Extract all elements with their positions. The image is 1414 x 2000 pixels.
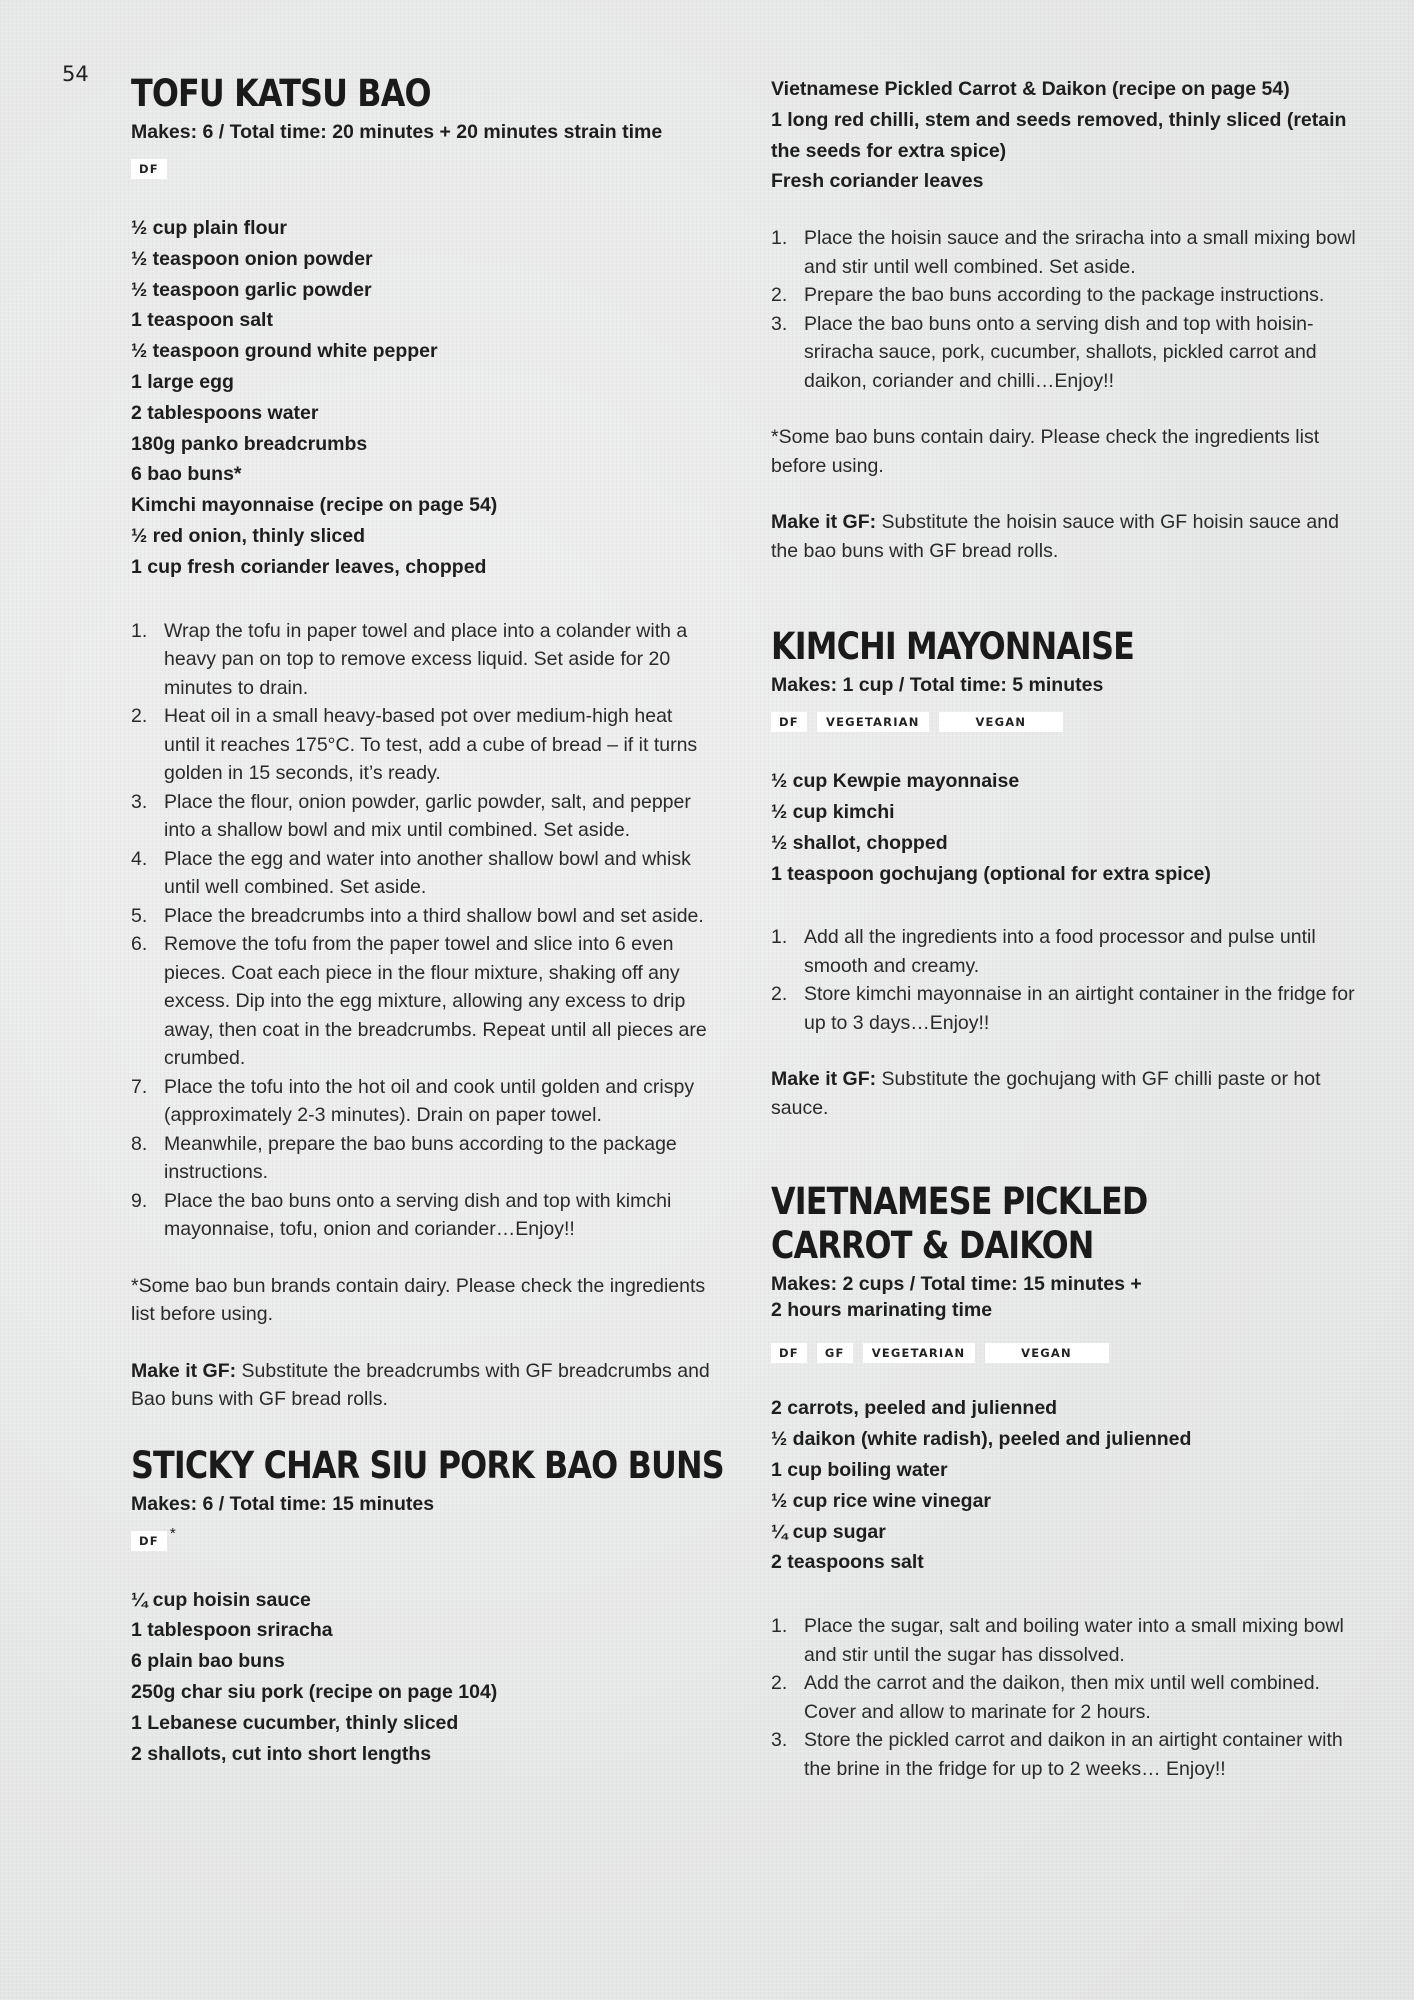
badge-df: DF	[131, 1531, 167, 1551]
ingredient-item: 1 tablespoon sriracha	[131, 1619, 333, 1642]
gf-tip	[771, 1065, 1361, 1122]
page-number: 54	[62, 62, 89, 86]
diet-badges	[131, 1524, 711, 1553]
recipe-makes: Makes: 6 / Total time: 15 minutes	[131, 1492, 435, 1515]
ingredient-item: ½ teaspoon ground white pepper	[131, 340, 438, 363]
recipe-pickled-carrot-daikon	[771, 1180, 1361, 1783]
ingredient-list	[771, 766, 1361, 889]
ingredient-list	[131, 1585, 711, 1770]
method-step: 3. Store the pickled carrot and daikon in an airtight container with the brine in the fridge for up to 2 weeks… Enjoy!!	[771, 1729, 1343, 1780]
recipe-makes	[771, 1271, 1361, 1323]
ingredient-item: Kimchi mayonnaise (recipe on page 54)	[131, 494, 498, 517]
method-step: 7. Place the tofu into the hot oil and cook until golden and crispy (approximately 2-3 minutes). Drain on paper towel.	[131, 1075, 695, 1127]
method-step: 2. Heat oil in a small heavy-based pot over medium-high heat until it reaches 175°C. To test, add a cube of bread – if it turns golden in 15 seconds, it’s ready.	[131, 705, 698, 785]
method-step: 3. Place the bao buns onto a serving dish and top with hoisin-sriracha sauce, pork, cucumber, shallots, pickled carrot and daikon, coriander and chilli…Enjoy!!	[771, 312, 1317, 392]
recipe-title: KIMCHI MAYONNAISE	[771, 625, 1135, 669]
ingredient-item: ½ shallot, chopped	[771, 831, 948, 854]
ingredient-item: ½ teaspoon garlic powder	[131, 278, 372, 301]
ingredient-item: ½ cup rice wine vinegar	[771, 1489, 992, 1512]
recipe-char-siu-bao-continued	[771, 74, 1361, 565]
recipe-kimchi-mayonnaise	[771, 625, 1361, 1122]
method-steps	[771, 224, 1361, 395]
ingredient-item: 1 Lebanese cucumber, thinly sliced	[131, 1711, 459, 1734]
method-steps	[771, 923, 1361, 1037]
left-column	[131, 72, 724, 1769]
gf-tip-text: Substitute the breadcrumbs with GF breadcrumbs and Bao buns with GF bread rolls.	[131, 1359, 710, 1411]
method-step: 3. Place the flour, onion powder, garlic powder, salt, and pepper into a shallow bowl and mix until combined. Set aside.	[131, 790, 691, 842]
badge-vegan: VEGAN	[939, 712, 1063, 732]
ingredient-list	[771, 74, 1361, 197]
ingredient-item: 1 long red chilli, stem and seeds removed, thinly sliced (retain the seeds for extra spice)	[771, 108, 1347, 162]
recipe-title: TOFU KATSU BAO	[131, 72, 431, 115]
recipe-note: *Some bao buns contain dairy. Please check the ingredients list before using.	[771, 426, 1320, 477]
method-step: 5. Place the breadcrumbs into a third shallow bowl and set aside.	[131, 904, 704, 927]
gf-tip-text: Substitute the hoisin sauce with GF hoisin sauce and the bao buns with GF bread rolls.	[771, 511, 1339, 562]
method-step: 1. Wrap the tofu in paper towel and place into a colander with a heavy pan on top to remove excess liquid. Set aside for 20 minutes to drain.	[131, 619, 688, 699]
gf-tip	[131, 1357, 711, 1414]
ingredient-item: Fresh coriander leaves	[771, 170, 984, 193]
ingredient-item: Vietnamese Pickled Carrot & Daikon (recipe on page 54)	[771, 78, 1290, 100]
recipe-title-line-1: VIETNAMESE PICKLED	[771, 1180, 1148, 1224]
ingredient-item: ¼ cup hoisin sauce	[131, 1588, 311, 1611]
ingredient-item: 2 shallots, cut into short lengths	[131, 1742, 432, 1765]
ingredient-item: 250g char siu pork (recipe on page 104)	[131, 1680, 498, 1703]
gf-tip	[771, 508, 1361, 565]
method-step: 2. Add the carrot and the daikon, then mix until well combined. Cover and allow to marinate for 2 hours.	[771, 1672, 1320, 1723]
ingredient-item: 1 teaspoon salt	[131, 309, 273, 332]
ingredient-item: ¼ cup sugar	[771, 1520, 886, 1543]
ingredient-item: 1 cup fresh coriander leaves, chopped	[131, 555, 487, 578]
ingredient-list	[771, 1393, 1361, 1578]
ingredient-item: ½ daikon (white radish), peeled and julienned	[771, 1428, 1192, 1451]
right-column	[771, 72, 1361, 1783]
recipe-title-line-2: CARROT & DAIKON	[771, 1224, 1094, 1268]
badge-vegetarian: VEGETARIAN	[863, 1343, 975, 1363]
method-step: 6. Remove the tofu from the paper towel and slice into 6 even pieces. Coat each piece in the flour mixture, shaking off any excess. Dip into the egg mixture, allowing any excess to drip away, then coat in the breadcrumbs. Repeat until all pieces are crumbed.	[131, 933, 707, 1070]
method-step: 9. Place the bao buns onto a serving dish and top with kimchi mayonnaise, tofu, onion and coriander…Enjoy!!	[131, 1189, 672, 1241]
diet-badges	[771, 1343, 1361, 1365]
gf-tip-label: Make it GF:	[771, 1068, 877, 1091]
recipe-title: STICKY CHAR SIU PORK BAO BUNS	[131, 1443, 724, 1487]
recipe-tofu-katsu-bao	[131, 72, 711, 1414]
ingredient-item: 1 teaspoon gochujang (optional for extra spice)	[771, 862, 1211, 885]
gf-tip-text: Substitute the gochujang with GF chilli paste or hot sauce.	[771, 1068, 1321, 1119]
recipe-makes: Makes: 6 / Total time: 20 minutes + 20 minutes strain time	[131, 121, 663, 143]
recipe-makes-line-1: Makes: 2 cups / Total time: 15 minutes +	[771, 1273, 1142, 1296]
ingredient-item: 2 teaspoons salt	[771, 1551, 924, 1574]
method-step: 2. Store kimchi mayonnaise in an airtight container in the fridge for up to 3 days…Enjoy!!	[771, 983, 1355, 1034]
method-step: 1. Place the sugar, salt and boiling water into a small mixing bowl and stir until the sugar has dissolved.	[771, 1615, 1344, 1666]
badge-vegan: VEGAN	[985, 1343, 1109, 1363]
badge-df: DF	[771, 712, 807, 732]
badge-df: DF	[771, 1343, 807, 1363]
method-steps	[131, 617, 711, 1244]
ingredient-item: 180g panko breadcrumbs	[131, 432, 368, 455]
method-step: 1. Place the hoisin sauce and the sriracha into a small mixing bowl and stir until well combined. Set aside.	[771, 227, 1356, 278]
ingredient-item: 6 plain bao buns	[131, 1650, 285, 1673]
gf-tip-label: Make it GF:	[771, 511, 877, 534]
method-step: 8. Meanwhile, prepare the bao buns according to the package instructions.	[131, 1132, 677, 1184]
diet-badges	[131, 159, 711, 181]
recipe-makes-line-2: 2 hours marinating time	[771, 1299, 993, 1322]
badge-footnote-mark: *	[169, 1524, 176, 1542]
ingredient-list	[131, 213, 711, 583]
ingredient-item: 6 bao buns*	[131, 463, 242, 486]
method-step: 4. Place the egg and water into another shallow bowl and whisk until well combined. Set aside.	[131, 847, 691, 899]
ingredient-item: ½ teaspoon onion powder	[131, 247, 373, 270]
method-step: 2. Prepare the bao buns according to the package instructions.	[771, 284, 1325, 307]
recipe-char-siu-bao	[131, 1443, 724, 1770]
ingredient-item: ½ cup kimchi	[771, 800, 895, 823]
ingredient-item: 1 large egg	[131, 370, 234, 393]
recipe-note: *Some bao bun brands contain dairy. Please check the ingredients list before using.	[131, 1274, 706, 1326]
ingredient-item: 1 cup boiling water	[771, 1458, 948, 1481]
ingredient-item: ½ cup plain flour	[131, 217, 288, 239]
ingredient-item: 2 carrots, peeled and julienned	[771, 1397, 1058, 1420]
gf-tip-label: Make it GF:	[131, 1359, 237, 1382]
method-steps	[771, 1612, 1361, 1783]
ingredient-item: 2 tablespoons water	[131, 401, 319, 424]
recipe-makes: Makes: 1 cup / Total time: 5 minutes	[771, 674, 1104, 697]
badge-gf: GF	[817, 1343, 853, 1363]
badge-vegetarian: VEGETARIAN	[817, 712, 929, 732]
diet-badges	[771, 712, 1361, 734]
ingredient-item: ½ red onion, thinly sliced	[131, 524, 366, 547]
badge-df: DF	[131, 159, 167, 179]
method-step: 1. Add all the ingredients into a food processor and pulse until smooth and creamy.	[771, 926, 1316, 977]
ingredient-item: ½ cup Kewpie mayonnaise	[771, 770, 1020, 793]
